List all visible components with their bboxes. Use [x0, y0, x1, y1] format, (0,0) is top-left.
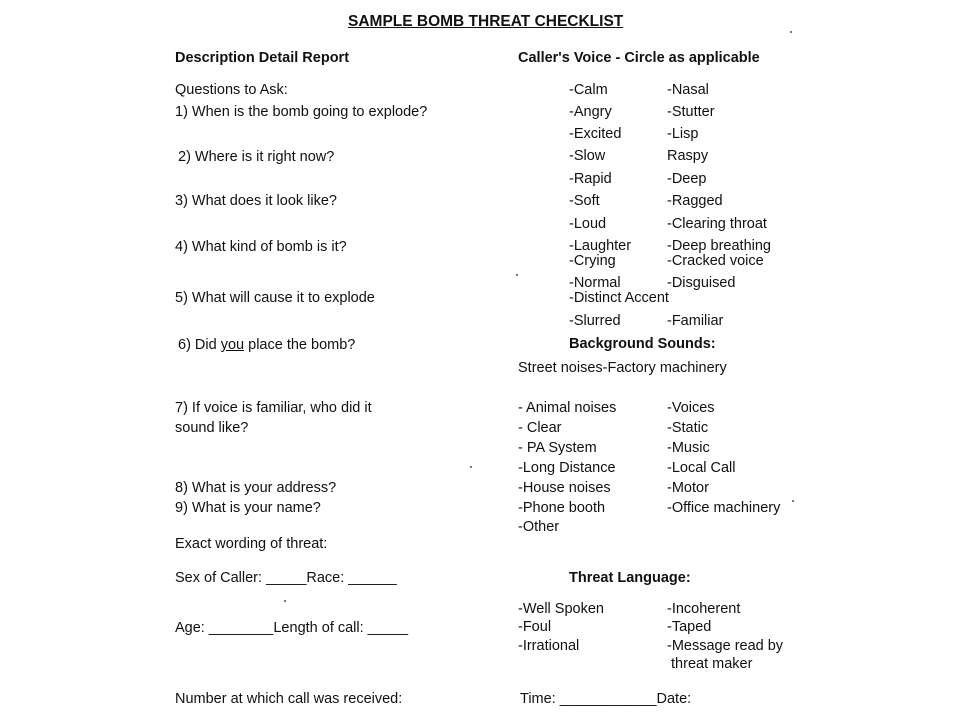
voice-disguised: -Disguised — [667, 275, 736, 291]
question-6 — [178, 336, 355, 354]
background-street-factory: Street noises-Factory machinery — [518, 360, 727, 376]
question-6-prefix: 6) Did — [178, 337, 221, 353]
background-animal-noises: - Animal noises — [518, 400, 617, 416]
voice-distinct-accent: -Distinct Accent — [569, 290, 669, 306]
background-static: -Static — [667, 420, 709, 436]
threat-message-read: -Message read by — [667, 638, 784, 654]
voice-ragged: -Ragged — [667, 193, 723, 209]
voice-nasal: -Nasal — [667, 82, 709, 98]
description-detail-header: Description Detail Report — [175, 50, 350, 66]
scan-speck — [284, 600, 286, 602]
sex-race-field: Sex of Caller: _____Race: ______ — [175, 570, 397, 586]
voice-cracked-voice: -Cracked voice — [667, 253, 764, 269]
background-sounds-header: Background Sounds: — [569, 336, 716, 352]
voice-angry: -Angry — [569, 104, 612, 120]
scan-speck — [792, 500, 794, 502]
page-title: SAMPLE BOMB THREAT CHECKLIST — [348, 13, 624, 30]
scan-speck — [790, 31, 792, 33]
voice-familiar: -Familiar — [667, 313, 724, 329]
background-phone-booth: -Phone booth — [518, 500, 606, 516]
voice-clearing-throat: -Clearing throat — [667, 216, 767, 232]
voice-soft: -Soft — [569, 193, 600, 209]
scan-speck — [470, 466, 472, 468]
voice-raspy: Raspy — [667, 148, 709, 164]
background-other: -Other — [518, 519, 560, 535]
background-clear: - Clear — [518, 420, 562, 436]
voice-slurred: -Slurred — [569, 313, 621, 329]
voice-laughter: -Laughter — [569, 238, 632, 254]
voice-calm: -Calm — [569, 82, 608, 98]
question-1: 1) When is the bomb going to explode? — [175, 104, 428, 120]
voice-normal: -Normal — [569, 275, 621, 291]
voice-excited: -Excited — [569, 126, 622, 142]
voice-deep-breathing: -Deep breathing — [667, 238, 771, 254]
question-8: 8) What is your address? — [175, 480, 337, 496]
number-received-label: Number at which call was received: — [175, 691, 403, 707]
background-music: -Music — [667, 440, 710, 456]
voice-slow: -Slow — [569, 148, 606, 164]
scan-speck — [516, 274, 518, 276]
threat-well-spoken: -Well Spoken — [518, 601, 604, 617]
background-office-machinery: -Office machinery — [667, 500, 781, 516]
background-local-call: -Local Call — [667, 460, 736, 476]
voice-lisp: -Lisp — [667, 126, 699, 142]
voice-deep: -Deep — [667, 171, 707, 187]
threat-maker: threat maker — [667, 656, 753, 672]
voice-stutter: -Stutter — [667, 104, 715, 120]
question-7-line-2: sound like? — [175, 420, 249, 436]
background-voices: -Voices — [667, 400, 715, 416]
question-7-line-1: 7) If voice is familiar, who did it — [175, 400, 372, 416]
threat-taped: -Taped — [667, 619, 712, 635]
time-date-field: Time: ____________Date: — [520, 691, 692, 707]
callers-voice-header: Caller's Voice - Circle as applicable — [518, 50, 760, 66]
threat-incoherent: -Incoherent — [667, 601, 741, 617]
background-house-noises: -House noises — [518, 480, 611, 496]
questions-label: Questions to Ask: — [175, 82, 288, 98]
age-length-field: Age: ________Length of call: _____ — [175, 620, 409, 636]
threat-irrational: -Irrational — [518, 638, 580, 654]
threat-foul: -Foul — [518, 619, 552, 635]
question-3: 3) What does it look like? — [175, 193, 337, 209]
question-9: 9) What is your name? — [175, 500, 321, 516]
voice-crying: -Crying — [569, 253, 616, 269]
background-pa-system: - PA System — [518, 440, 597, 456]
question-6-suffix: place the bomb? — [244, 337, 356, 353]
exact-wording-label: Exact wording of threat: — [175, 536, 328, 552]
question-6-underlined-word: you — [220, 337, 245, 353]
background-motor: -Motor — [667, 480, 709, 496]
question-4: 4) What kind of bomb is it? — [175, 239, 347, 255]
voice-rapid: -Rapid — [569, 171, 612, 187]
threat-language-header: Threat Language: — [569, 570, 691, 586]
voice-loud: -Loud — [569, 216, 607, 232]
question-5: 5) What will cause it to explode — [175, 290, 375, 306]
question-2: 2) Where is it right now? — [178, 149, 335, 165]
background-long-distance: -Long Distance — [518, 460, 616, 476]
